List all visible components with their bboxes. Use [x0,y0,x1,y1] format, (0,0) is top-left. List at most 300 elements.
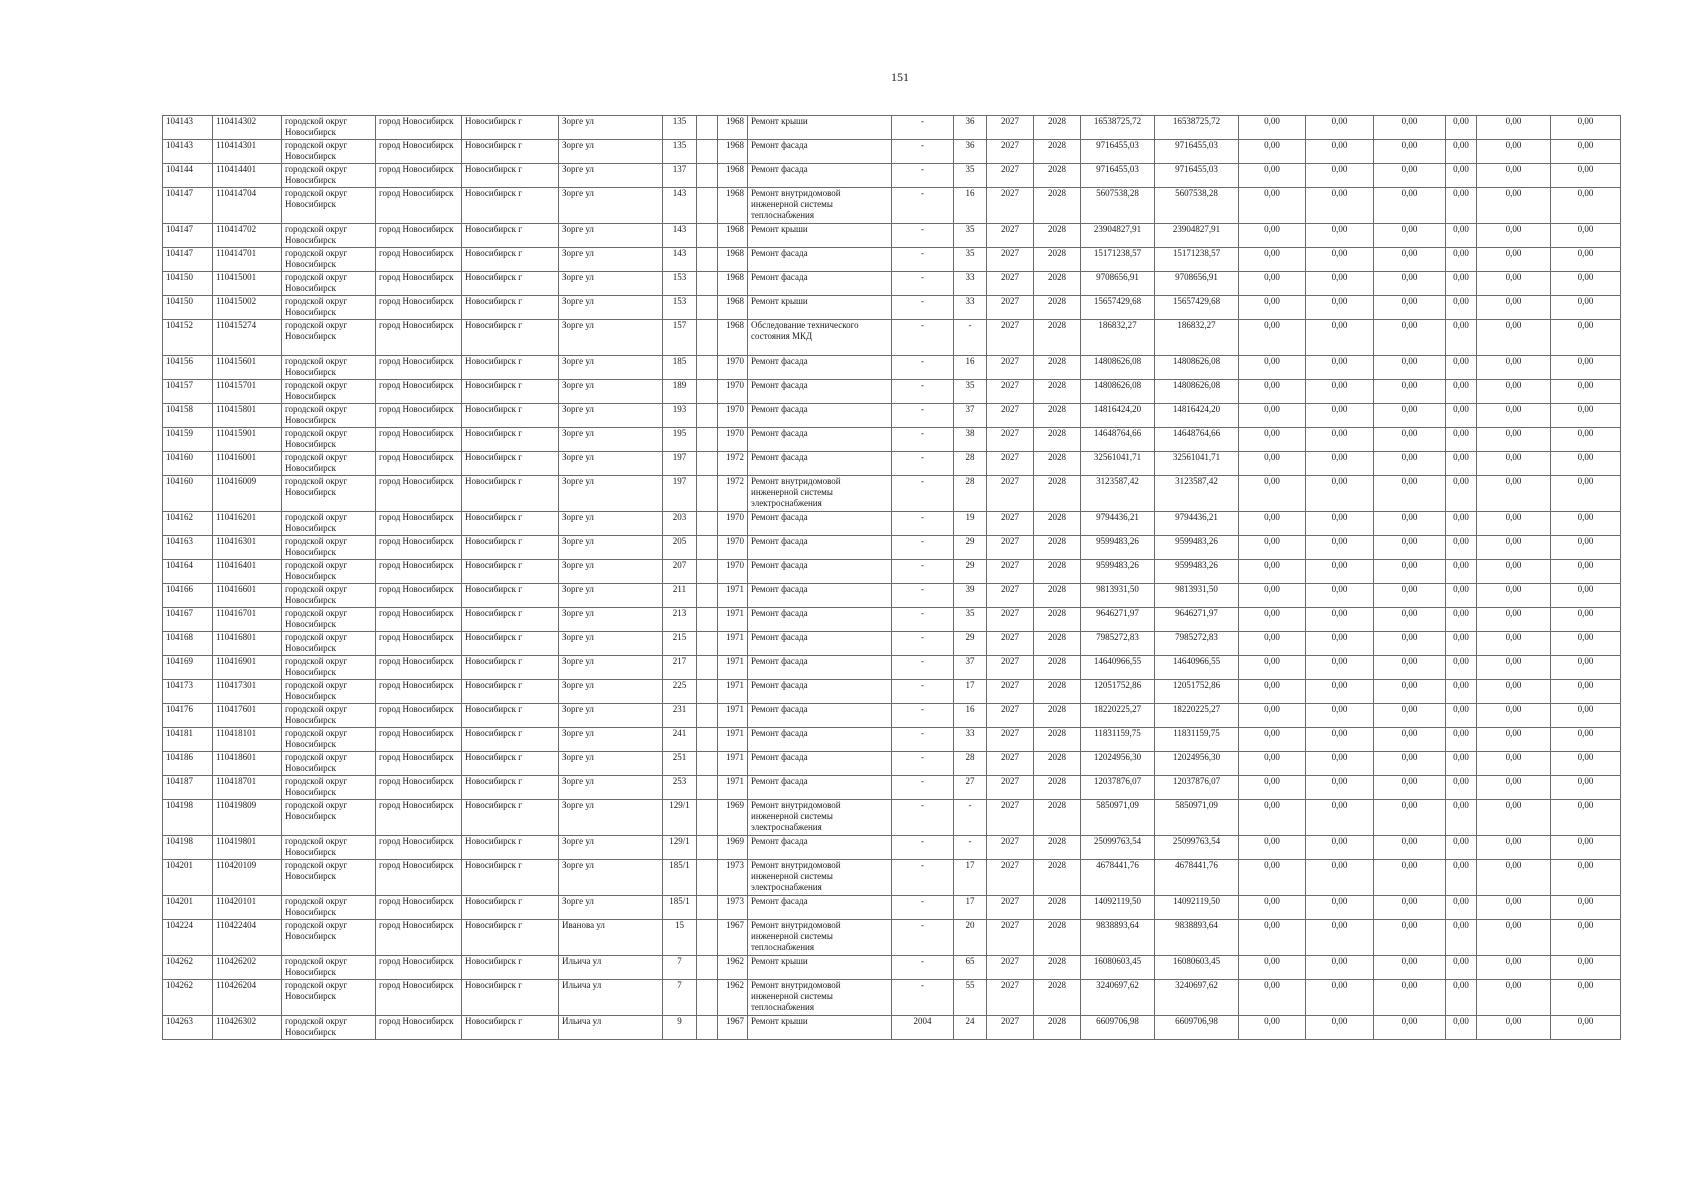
cell-value-3: 0,00 [1374,776,1446,800]
cell-house-number: 195 [663,428,697,452]
cell-value-3: 0,00 [1374,320,1446,356]
cell-blank-cell [697,404,718,428]
cell-cost-fund: 14816424,20 [1155,404,1239,428]
cell-value-6: 0,00 [1551,560,1621,584]
cell-year-built: 1967 [718,1016,748,1040]
cell-term: - [954,320,987,356]
cell-cost-total: 4678441,76 [1081,860,1155,896]
cell-value-4: 0,00 [1446,920,1477,956]
cell-row-id: 104181 [163,728,213,752]
cell-value-1: 0,00 [1239,656,1306,680]
cell-work-type: Ремонт фасада [748,248,892,272]
cell-municipality: городской округ Новосибирск [282,320,376,356]
cell-value-3: 0,00 [1374,116,1446,140]
cell-street: Зорге ул [559,656,663,680]
cell-work-type: Ремонт внутридомовой инженерной системы электроснабжения [748,476,892,512]
cell-house-number: 153 [663,272,697,296]
cell-end-year: 2028 [1034,248,1081,272]
cell-value-4: 0,00 [1446,116,1477,140]
cell-term: 55 [954,980,987,1016]
cell-value-3: 0,00 [1374,380,1446,404]
table-row [163,248,1621,272]
cell-value-1: 0,00 [1239,320,1306,356]
cell-house-number: 129/1 [663,836,697,860]
cell-cost-total: 9794436,21 [1081,512,1155,536]
cell-value-4: 0,00 [1446,632,1477,656]
cell-end-year: 2028 [1034,608,1081,632]
cell-locality: город Новосибирск [376,728,462,752]
cell-house-number: 251 [663,752,697,776]
cell-object-code: 110416601 [213,584,282,608]
cell-house-number: 253 [663,776,697,800]
cell-value-3: 0,00 [1374,632,1446,656]
cell-value-2: 0,00 [1306,896,1374,920]
cell-municipality: городской округ Новосибирск [282,296,376,320]
table-body [163,116,1621,1040]
cell-locality: город Новосибирск [376,116,462,140]
cell-street: Зорге ул [559,248,663,272]
cell-street: Зорге ул [559,224,663,248]
cell-value-4: 0,00 [1446,860,1477,896]
cell-work-type: Ремонт фасада [748,680,892,704]
cell-value-5: 0,00 [1477,836,1551,860]
cell-value-5: 0,00 [1477,980,1551,1016]
cell-work-type: Ремонт фасада [748,140,892,164]
table-row [163,356,1621,380]
cell-value-3: 0,00 [1374,608,1446,632]
cell-object-code: 110415701 [213,380,282,404]
cell-blank-cell [697,584,718,608]
cell-value-3: 0,00 [1374,272,1446,296]
cell-start-year: 2027 [987,248,1034,272]
cell-municipality: городской округ Новосибирск [282,272,376,296]
cell-locality: город Новосибирск [376,188,462,224]
cell-value-3: 0,00 [1374,452,1446,476]
cell-work-type: Ремонт фасада [748,404,892,428]
cell-start-year: 2027 [987,428,1034,452]
cell-cost-total: 5850971,09 [1081,800,1155,836]
cell-locality: город Новосибирск [376,776,462,800]
cell-value-3: 0,00 [1374,584,1446,608]
cell-previous-repair-year: - [892,836,954,860]
cell-cost-fund: 14808626,08 [1155,380,1239,404]
cell-cost-fund: 9794436,21 [1155,512,1239,536]
cell-end-year: 2028 [1034,404,1081,428]
cell-value-1: 0,00 [1239,836,1306,860]
cell-value-4: 0,00 [1446,728,1477,752]
cell-municipality: городской округ Новосибирск [282,116,376,140]
cell-object-code: 110414401 [213,164,282,188]
cell-work-type: Ремонт фасада [748,608,892,632]
cell-cost-fund: 12024956,30 [1155,752,1239,776]
cell-blank-cell [697,296,718,320]
cell-locality: город Новосибирск [376,476,462,512]
cell-blank-cell [697,356,718,380]
cell-year-built: 1962 [718,956,748,980]
cell-object-code: 110419809 [213,800,282,836]
table-row [163,188,1621,224]
table-row [163,632,1621,656]
cell-municipality: городской округ Новосибирск [282,512,376,536]
cell-value-6: 0,00 [1551,836,1621,860]
cell-value-5: 0,00 [1477,560,1551,584]
cell-blank-cell [697,512,718,536]
cell-value-5: 0,00 [1477,584,1551,608]
table-row [163,560,1621,584]
cell-house-number: 7 [663,980,697,1016]
cell-row-id: 104150 [163,296,213,320]
cell-previous-repair-year: - [892,320,954,356]
cell-value-5: 0,00 [1477,224,1551,248]
cell-street: Зорге ул [559,404,663,428]
cell-house-number: 197 [663,476,697,512]
cell-value-2: 0,00 [1306,1016,1374,1040]
cell-locality: город Новосибирск [376,860,462,896]
cell-value-6: 0,00 [1551,356,1621,380]
cell-municipality: городской округ Новосибирск [282,584,376,608]
cell-value-2: 0,00 [1306,728,1374,752]
cell-value-5: 0,00 [1477,380,1551,404]
cell-street: Зорге ул [559,632,663,656]
cell-blank-cell [697,272,718,296]
cell-cost-total: 12051752,86 [1081,680,1155,704]
cell-city: Новосибирск г [462,188,559,224]
cell-house-number: 241 [663,728,697,752]
table-row [163,752,1621,776]
cell-term: 27 [954,776,987,800]
cell-value-5: 0,00 [1477,608,1551,632]
cell-value-3: 0,00 [1374,296,1446,320]
cell-row-id: 104176 [163,704,213,728]
cell-cost-total: 11831159,75 [1081,728,1155,752]
cell-value-2: 0,00 [1306,536,1374,560]
cell-value-5: 0,00 [1477,248,1551,272]
cell-end-year: 2028 [1034,560,1081,584]
cell-city: Новосибирск г [462,1016,559,1040]
cell-term: 36 [954,116,987,140]
cell-cost-total: 9646271,97 [1081,608,1155,632]
cell-municipality: городской округ Новосибирск [282,404,376,428]
cell-value-4: 0,00 [1446,752,1477,776]
cell-row-id: 104167 [163,608,213,632]
cell-street: Зорге ул [559,800,663,836]
cell-term: 35 [954,380,987,404]
cell-value-1: 0,00 [1239,356,1306,380]
cell-row-id: 104147 [163,188,213,224]
cell-start-year: 2027 [987,956,1034,980]
cell-value-5: 0,00 [1477,680,1551,704]
cell-value-3: 0,00 [1374,404,1446,428]
cell-house-number: 211 [663,584,697,608]
cell-value-2: 0,00 [1306,704,1374,728]
cell-cost-total: 9838893,64 [1081,920,1155,956]
cell-value-5: 0,00 [1477,656,1551,680]
cell-house-number: 143 [663,224,697,248]
cell-municipality: городской округ Новосибирск [282,656,376,680]
cell-house-number: 207 [663,560,697,584]
cell-locality: город Новосибирск [376,380,462,404]
cell-municipality: городской округ Новосибирск [282,728,376,752]
cell-year-built: 1970 [718,560,748,584]
cell-value-6: 0,00 [1551,1016,1621,1040]
cell-previous-repair-year: - [892,164,954,188]
cell-value-3: 0,00 [1374,224,1446,248]
cell-city: Новосибирск г [462,704,559,728]
cell-value-4: 0,00 [1446,704,1477,728]
table-row [163,980,1621,1016]
cell-cost-total: 7985272,83 [1081,632,1155,656]
cell-value-4: 0,00 [1446,380,1477,404]
cell-value-3: 0,00 [1374,836,1446,860]
cell-blank-cell [697,140,718,164]
cell-work-type: Ремонт фасада [748,896,892,920]
cell-locality: город Новосибирск [376,452,462,476]
cell-row-id: 104163 [163,536,213,560]
cell-value-1: 0,00 [1239,140,1306,164]
cell-object-code: 110416701 [213,608,282,632]
cell-object-code: 110415901 [213,428,282,452]
cell-value-6: 0,00 [1551,224,1621,248]
cell-value-2: 0,00 [1306,632,1374,656]
cell-object-code: 110414702 [213,224,282,248]
cell-street: Ильича ул [559,956,663,980]
cell-value-6: 0,00 [1551,980,1621,1016]
cell-start-year: 2027 [987,512,1034,536]
cell-house-number: 215 [663,632,697,656]
cell-city: Новосибирск г [462,584,559,608]
cell-year-built: 1967 [718,920,748,956]
cell-cost-total: 6609706,98 [1081,1016,1155,1040]
cell-municipality: городской округ Новосибирск [282,860,376,896]
cell-end-year: 2028 [1034,512,1081,536]
cell-locality: город Новосибирск [376,536,462,560]
cell-cost-total: 25099763,54 [1081,836,1155,860]
cell-municipality: городской округ Новосибирск [282,776,376,800]
cell-value-1: 0,00 [1239,272,1306,296]
cell-value-3: 0,00 [1374,860,1446,896]
cell-city: Новосибирск г [462,776,559,800]
cell-value-2: 0,00 [1306,116,1374,140]
cell-year-built: 1968 [718,116,748,140]
cell-value-2: 0,00 [1306,512,1374,536]
cell-value-2: 0,00 [1306,980,1374,1016]
cell-start-year: 2027 [987,380,1034,404]
cell-cost-fund: 3240697,62 [1155,980,1239,1016]
cell-start-year: 2027 [987,296,1034,320]
cell-municipality: городской округ Новосибирск [282,452,376,476]
cell-cost-total: 12024956,30 [1081,752,1155,776]
cell-municipality: городской округ Новосибирск [282,248,376,272]
cell-cost-fund: 3123587,42 [1155,476,1239,512]
cell-cost-fund: 9646271,97 [1155,608,1239,632]
cell-previous-repair-year: - [892,980,954,1016]
cell-year-built: 1973 [718,860,748,896]
cell-previous-repair-year: - [892,272,954,296]
cell-previous-repair-year: - [892,800,954,836]
cell-end-year: 2028 [1034,224,1081,248]
cell-end-year: 2028 [1034,704,1081,728]
cell-term: 17 [954,860,987,896]
cell-row-id: 104168 [163,632,213,656]
cell-value-3: 0,00 [1374,680,1446,704]
cell-value-1: 0,00 [1239,776,1306,800]
cell-city: Новосибирск г [462,680,559,704]
cell-end-year: 2028 [1034,140,1081,164]
cell-cost-total: 9716455,03 [1081,164,1155,188]
table-row [163,116,1621,140]
cell-city: Новосибирск г [462,836,559,860]
cell-value-2: 0,00 [1306,140,1374,164]
cell-value-3: 0,00 [1374,560,1446,584]
cell-value-4: 0,00 [1446,224,1477,248]
cell-value-3: 0,00 [1374,728,1446,752]
cell-value-3: 0,00 [1374,536,1446,560]
cell-value-4: 0,00 [1446,608,1477,632]
cell-previous-repair-year: - [892,560,954,584]
cell-object-code: 110415601 [213,356,282,380]
cell-term: 33 [954,272,987,296]
table-row [163,704,1621,728]
cell-work-type: Ремонт фасада [748,632,892,656]
cell-value-6: 0,00 [1551,608,1621,632]
cell-previous-repair-year: - [892,428,954,452]
cell-city: Новосибирск г [462,404,559,428]
cell-city: Новосибирск г [462,560,559,584]
cell-house-number: 205 [663,536,697,560]
table-row [163,224,1621,248]
cell-value-5: 0,00 [1477,728,1551,752]
cell-previous-repair-year: - [892,608,954,632]
cell-value-2: 0,00 [1306,584,1374,608]
cell-year-built: 1970 [718,428,748,452]
cell-value-6: 0,00 [1551,656,1621,680]
cell-end-year: 2028 [1034,800,1081,836]
cell-end-year: 2028 [1034,776,1081,800]
cell-work-type: Ремонт крыши [748,116,892,140]
cell-year-built: 1970 [718,536,748,560]
cell-value-4: 0,00 [1446,956,1477,980]
cell-year-built: 1970 [718,380,748,404]
cell-city: Новосибирск г [462,116,559,140]
cell-term: 16 [954,704,987,728]
cell-cost-fund: 6609706,98 [1155,1016,1239,1040]
cell-work-type: Ремонт фасада [748,272,892,296]
cell-object-code: 110419801 [213,836,282,860]
cell-value-6: 0,00 [1551,860,1621,896]
cell-term: 33 [954,728,987,752]
cell-row-id: 104198 [163,836,213,860]
cell-term: 29 [954,536,987,560]
cell-value-4: 0,00 [1446,296,1477,320]
cell-year-built: 1971 [718,608,748,632]
cell-cost-total: 3240697,62 [1081,980,1155,1016]
cell-cost-fund: 16538725,72 [1155,116,1239,140]
cell-end-year: 2028 [1034,272,1081,296]
cell-end-year: 2028 [1034,428,1081,452]
cell-start-year: 2027 [987,452,1034,476]
cell-cost-total: 14648764,66 [1081,428,1155,452]
cell-previous-repair-year: - [892,188,954,224]
cell-value-4: 0,00 [1446,188,1477,224]
cell-house-number: 231 [663,704,697,728]
table-row [163,680,1621,704]
cell-start-year: 2027 [987,164,1034,188]
cell-value-3: 0,00 [1374,512,1446,536]
page-number: 151 [891,70,909,84]
cell-locality: город Новосибирск [376,224,462,248]
cell-value-5: 0,00 [1477,356,1551,380]
cell-start-year: 2027 [987,356,1034,380]
cell-value-3: 0,00 [1374,656,1446,680]
cell-municipality: городской округ Новосибирск [282,428,376,452]
cell-end-year: 2028 [1034,380,1081,404]
cell-object-code: 110415001 [213,272,282,296]
cell-end-year: 2028 [1034,836,1081,860]
cell-value-6: 0,00 [1551,272,1621,296]
cell-year-built: 1971 [718,776,748,800]
cell-row-id: 104159 [163,428,213,452]
cell-value-5: 0,00 [1477,536,1551,560]
cell-previous-repair-year: - [892,224,954,248]
cell-municipality: городской округ Новосибирск [282,224,376,248]
cell-value-6: 0,00 [1551,452,1621,476]
cell-year-built: 1962 [718,980,748,1016]
cell-term: 35 [954,608,987,632]
cell-value-1: 0,00 [1239,404,1306,428]
cell-blank-cell [697,380,718,404]
cell-row-id: 104152 [163,320,213,356]
cell-row-id: 104224 [163,920,213,956]
cell-start-year: 2027 [987,752,1034,776]
cell-value-6: 0,00 [1551,188,1621,224]
cell-value-4: 0,00 [1446,896,1477,920]
cell-value-2: 0,00 [1306,800,1374,836]
cell-row-id: 104162 [163,512,213,536]
cell-object-code: 110426204 [213,980,282,1016]
cell-municipality: городской округ Новосибирск [282,536,376,560]
cell-term: 19 [954,512,987,536]
cell-end-year: 2028 [1034,632,1081,656]
cell-value-5: 0,00 [1477,632,1551,656]
cell-work-type: Ремонт фасада [748,752,892,776]
cell-work-type: Ремонт крыши [748,1016,892,1040]
cell-blank-cell [697,224,718,248]
table-row [163,800,1621,836]
cell-locality: город Новосибирск [376,896,462,920]
cell-value-4: 0,00 [1446,248,1477,272]
cell-cost-total: 3123587,42 [1081,476,1155,512]
cell-cost-fund: 5850971,09 [1155,800,1239,836]
cell-work-type: Ремонт фасада [748,584,892,608]
cell-street: Зорге ул [559,860,663,896]
cell-locality: город Новосибирск [376,512,462,536]
cell-term: 20 [954,920,987,956]
cell-value-6: 0,00 [1551,320,1621,356]
cell-house-number: 9 [663,1016,697,1040]
cell-previous-repair-year: - [892,704,954,728]
table-row [163,608,1621,632]
table-row [163,836,1621,860]
cell-value-1: 0,00 [1239,608,1306,632]
cell-municipality: городской округ Новосибирск [282,704,376,728]
cell-work-type: Обследование технического состояния МКД [748,320,892,356]
cell-city: Новосибирск г [462,800,559,836]
cell-row-id: 104164 [163,560,213,584]
table-row [163,728,1621,752]
cell-locality: город Новосибирск [376,920,462,956]
cell-blank-cell [697,728,718,752]
cell-locality: город Новосибирск [376,428,462,452]
